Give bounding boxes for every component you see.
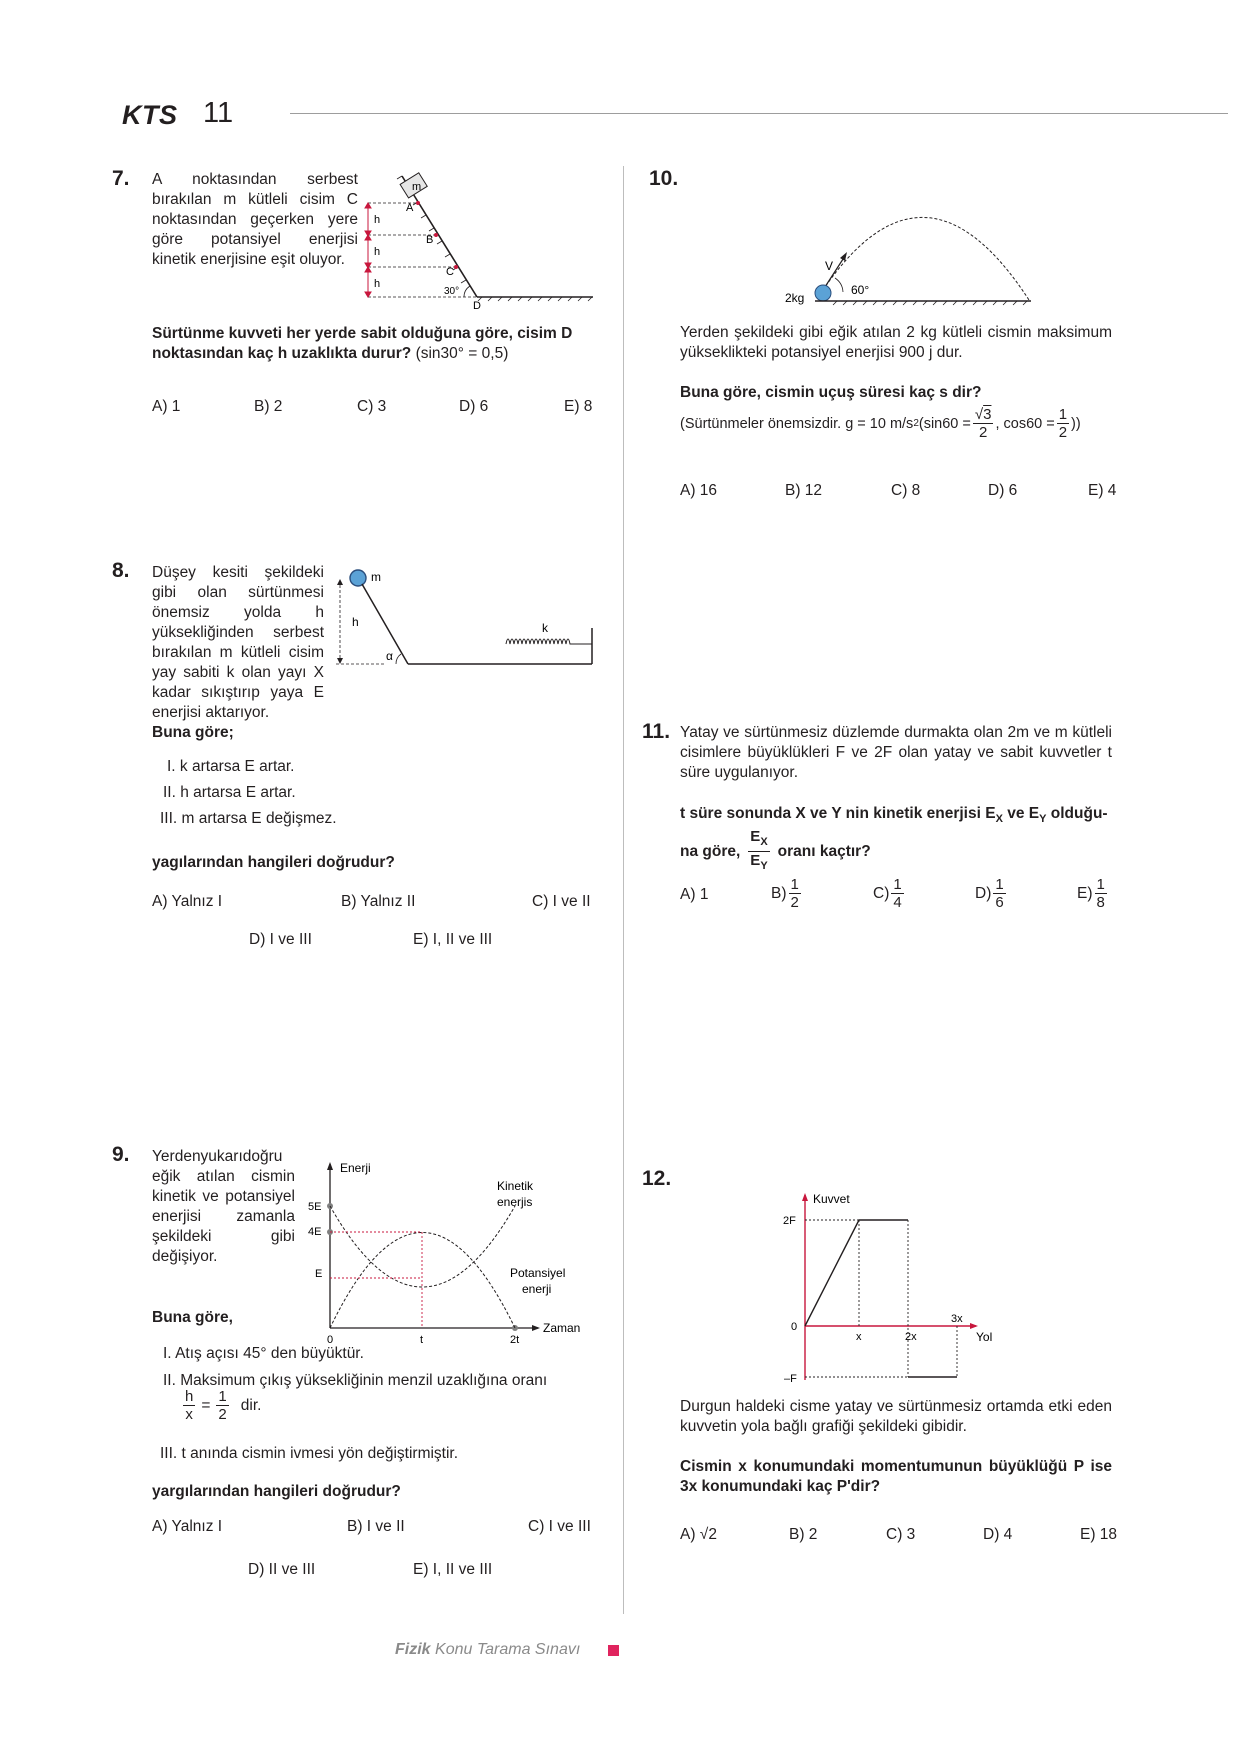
q9-tick-t: t bbox=[420, 1334, 424, 1346]
q10-figure bbox=[785, 200, 1035, 310]
q12-tick-0: 0 bbox=[791, 1321, 798, 1333]
q8-text: Düşey kesiti şekildeki gibi olan sürtünmesi önemsiz yolda h yüksekliğinden serbest bırakılan m kütleli cisim yay sabiti k olan yayı X kadar sıkıştırıp yaya E enerjisi aktarıyor. bbox=[152, 564, 324, 721]
q11-text: Yatay ve sürtünmesiz düzlemde durmakta olan 2m ve m kütleli cisimlere büyüklükleri F ve 2F olan yatay ve sabit kuvvetler t süre uygulanıyor. bbox=[680, 724, 1112, 781]
q8-option-c[interactable]: C) I ve II bbox=[532, 893, 591, 910]
q12-x-axis-label: Yol bbox=[976, 1330, 993, 1344]
column-divider bbox=[623, 166, 624, 1614]
footer bbox=[395, 1641, 580, 1659]
q9-tick-5e: 5E bbox=[308, 1201, 322, 1213]
q8-figure bbox=[336, 564, 596, 674]
q12-number: 12. bbox=[642, 1167, 672, 1190]
q8-lead: Buna göre; bbox=[152, 724, 234, 741]
q7-angle-label: 30° bbox=[444, 286, 460, 297]
q10-given-sup: 2 bbox=[913, 418, 919, 429]
q9-option-c[interactable]: C) I ve III bbox=[528, 1518, 591, 1535]
q7-point-b: B bbox=[426, 234, 434, 246]
q10-number: 10. bbox=[649, 167, 679, 190]
q10-option-a[interactable]: A) 16 bbox=[680, 482, 718, 499]
q7-question bbox=[152, 324, 592, 364]
q10-velocity-label: V bbox=[825, 259, 834, 273]
q12-tick-2x: 2x bbox=[905, 1331, 917, 1343]
q8-number: 8. bbox=[112, 559, 130, 582]
q8-option-b[interactable]: B) Yalnız II bbox=[341, 893, 416, 910]
q8-mass-label: m bbox=[371, 570, 381, 584]
q12-option-e[interactable]: E) 18 bbox=[1080, 1526, 1118, 1543]
q10-given: (Sürtünmeler önemsizdir. g = 10 m/s 2 (sin60 = $\frac{√3}{2}$ , cos60 = $\frac{1}{2}$ )) bbox=[680, 406, 1081, 441]
q12-tick-2f: 2F bbox=[783, 1215, 796, 1227]
q10-option-b[interactable]: B) 12 bbox=[785, 482, 823, 499]
q9-x-axis-label: Zaman bbox=[543, 1321, 581, 1335]
q9-item-2-fraction bbox=[181, 1388, 261, 1423]
q8-option-a[interactable]: A) Yalnız I bbox=[152, 893, 223, 910]
q12-tick-3x: 3x bbox=[951, 1313, 963, 1325]
q10-mass-label: 2kg bbox=[785, 291, 805, 305]
q10-text: Yerden şekildeki gibi eğik atılan 2 kg kütleli cismin maksimum yükseklikteki potansiyel enerjisi 900 j dur. bbox=[680, 324, 1112, 361]
q12-option-a[interactable]: A) √2 bbox=[680, 1526, 717, 1543]
q9-item-1: I. Atış açısı 45° den büyüktür. bbox=[163, 1345, 364, 1362]
q9-frac-tail: dir. bbox=[240, 1396, 262, 1414]
q10-given-sin: (sin60 = bbox=[918, 415, 971, 432]
q8-item-2: II. h artarsa E artar. bbox=[163, 784, 296, 801]
q9-frac-d2: 2 bbox=[218, 1406, 227, 1423]
q11-number: 11. bbox=[642, 720, 671, 743]
q10-option-e[interactable]: E) 4 bbox=[1088, 482, 1117, 499]
q9-figure bbox=[300, 1150, 600, 1350]
q7-question-bold: Sürtünme kuvveti her yerde sabit olduğuna göre, cisim D noktasından kaç h uzaklıkta durur? bbox=[152, 325, 573, 362]
q7-option-a[interactable]: A) 1 bbox=[152, 398, 181, 415]
q9-lead: Buna göre, bbox=[152, 1309, 233, 1326]
q9-kinetic-label-1: Kinetik bbox=[497, 1179, 534, 1193]
q9-frac-eq: = bbox=[201, 1396, 211, 1414]
q10-given-end: )) bbox=[1071, 415, 1081, 432]
q9-tick-2t: 2t bbox=[510, 1334, 520, 1346]
q11-question-line1: t süre sonunda X ve Y nin kinetik enerjisi $E_X$ ve $E_Y$ olduğu- bbox=[680, 805, 1108, 826]
q7-point-d: D bbox=[473, 300, 481, 310]
q7-number: 7. bbox=[112, 167, 130, 190]
q11-option-e[interactable]: E) $\frac{1}{8}$ bbox=[1077, 876, 1105, 911]
header-rule bbox=[290, 113, 1228, 114]
q7-text: A noktasından serbest bırakılan m kütleli cisim C noktasından geçerken yere göre potansiyel enerjisi kinetik enerjisine eşit oluyor. bbox=[152, 171, 358, 268]
q8-angle-label: α bbox=[386, 649, 393, 663]
q12-y-axis-label: Kuvvet bbox=[813, 1192, 850, 1206]
q8-item-3: III. m artarsa E değişmez. bbox=[160, 810, 337, 827]
q11-option-d[interactable]: D) $\frac{1}{6}$ bbox=[975, 876, 1004, 911]
q8-option-e[interactable]: E) I, II ve III bbox=[413, 931, 493, 948]
q9-tick-0: 0 bbox=[327, 1334, 334, 1346]
q10-given-cos: , cos60 = bbox=[995, 415, 1055, 432]
q9-question: yargılarından hangileri doğrudur? bbox=[152, 1483, 401, 1500]
q9-item-3: III. t anında cismin ivmesi yön değiştirmiştir. bbox=[160, 1445, 459, 1462]
q9-option-e[interactable]: E) I, II ve III bbox=[413, 1561, 493, 1578]
q11-question-line2: na göre, $\frac{E_X}{E_Y}$ oranı kaçtır? bbox=[680, 828, 871, 872]
q7-option-d[interactable]: D) 6 bbox=[459, 398, 489, 415]
footer-subject: Fizik bbox=[395, 1641, 431, 1658]
q12-question: Cismin x konumundaki momentumunun büyüklüğü P ise 3x konumundaki kaç P'dir? bbox=[680, 1458, 1112, 1495]
q11-option-c[interactable]: C) $\frac{1}{4}$ bbox=[873, 876, 902, 911]
q9-frac-n2: 1 bbox=[218, 1388, 227, 1405]
q7-point-c: C bbox=[446, 266, 454, 278]
q9-item-2: II. Maksimum çıkış yüksekliğinin menzil uzaklığına oranı bbox=[163, 1372, 548, 1389]
q8-question: yagılarından hangileri doğrudur? bbox=[152, 854, 395, 871]
q12-tick-x: x bbox=[856, 1331, 862, 1343]
q7-h-label-2: h bbox=[374, 246, 381, 258]
q12-option-c[interactable]: C) 3 bbox=[886, 1526, 916, 1543]
q7-option-e[interactable]: E) 8 bbox=[564, 398, 593, 415]
q10-sqrt3: 3 bbox=[983, 406, 992, 423]
q9-option-d[interactable]: D) II ve III bbox=[248, 1561, 316, 1578]
q8-h-label: h bbox=[352, 615, 359, 629]
q10-option-d[interactable]: D) 6 bbox=[988, 482, 1018, 499]
q7-question-tail: (sin30° = 0,5) bbox=[415, 345, 509, 362]
q9-text: Yerdenyukarıdoğru eğik atılan cismin kinetik ve potansiyel enerjisi zamanla şekildeki gibi değişiyor. bbox=[152, 1148, 295, 1265]
q9-y-axis-label: Enerji bbox=[340, 1161, 371, 1175]
q9-frac-n1: h bbox=[185, 1388, 194, 1405]
q11-option-b[interactable]: B) $\frac{1}{2}$ bbox=[771, 876, 799, 911]
q7-point-a: A bbox=[406, 202, 414, 214]
q7-h-label-3: h bbox=[374, 278, 381, 290]
q7-option-c[interactable]: C) 3 bbox=[357, 398, 387, 415]
q7-option-b[interactable]: B) 2 bbox=[254, 398, 283, 415]
header-page-number: 11 bbox=[203, 97, 234, 129]
q9-tick-e: E bbox=[315, 1268, 323, 1280]
q12-tick-minus-f: –F bbox=[784, 1373, 797, 1385]
q9-potential-label-1: Potansiyel bbox=[510, 1266, 566, 1280]
footer-square-icon bbox=[608, 1645, 619, 1656]
q9-tick-4e: 4E bbox=[308, 1226, 322, 1238]
q8-spring-label: k bbox=[542, 621, 548, 635]
q10-option-c[interactable]: C) 8 bbox=[891, 482, 921, 499]
q8-option-d[interactable]: D) I ve III bbox=[249, 931, 312, 948]
q10-frac-den-1: 2 bbox=[978, 424, 988, 441]
q10-frac-den-2: 2 bbox=[1058, 424, 1068, 441]
header-brand: KTS bbox=[122, 100, 178, 130]
q7-figure bbox=[360, 170, 600, 310]
q12-option-b[interactable]: B) 2 bbox=[789, 1526, 818, 1543]
q11-option-a[interactable]: A) 1 bbox=[680, 886, 709, 903]
q12-text: Durgun haldeki cisme yatay ve sürtünmesiz ortamda etki eden kuvvetin yola bağlı grafiği şekildeki gibidir. bbox=[680, 1398, 1112, 1435]
q7-h-label-1: h bbox=[374, 214, 381, 226]
q10-frac-num-2: 1 bbox=[1058, 406, 1068, 423]
q9-kinetic-label-2: enerjis bbox=[497, 1195, 533, 1209]
q10-question: Buna göre, cismin uçuş süresi kaç s dir? bbox=[680, 384, 982, 401]
q10-angle-label: 60° bbox=[851, 283, 870, 297]
footer-title: Konu Tarama Sınavı bbox=[435, 1641, 581, 1658]
q9-potential-label-2: enerji bbox=[522, 1282, 552, 1296]
q10-given-pre: (Sürtünmeler önemsizdir. g = 10 m/s bbox=[680, 415, 914, 432]
q12-option-d[interactable]: D) 4 bbox=[983, 1526, 1013, 1543]
q9-option-a[interactable]: A) Yalnız I bbox=[152, 1518, 223, 1535]
q9-option-b[interactable]: B) I ve II bbox=[347, 1518, 405, 1535]
q7-mass-label: m bbox=[412, 181, 422, 193]
q9-frac-d1: x bbox=[185, 1406, 193, 1423]
q8-item-1: I. k artarsa E artar. bbox=[167, 758, 295, 775]
q9-number: 9. bbox=[112, 1143, 130, 1166]
q12-figure bbox=[780, 1185, 1010, 1385]
